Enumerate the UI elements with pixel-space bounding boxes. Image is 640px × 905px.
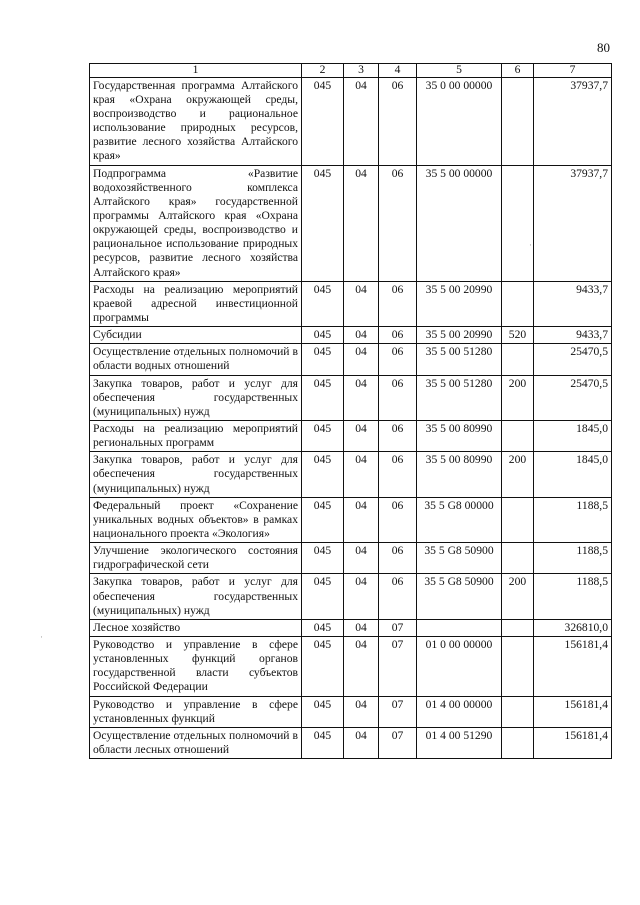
table-row [90, 543, 612, 574]
row-code-subsection: 06 [379, 281, 417, 326]
row-code-admin: 045 [302, 344, 344, 375]
row-code-subsection: 06 [379, 327, 417, 344]
row-amount: 156181,4 [534, 727, 612, 758]
row-code-subsection: 06 [379, 420, 417, 451]
row-code-section: 04 [344, 327, 379, 344]
table-row [90, 452, 612, 497]
column-header: 7 [534, 64, 612, 78]
row-name: Расходы на реализацию мероприятий региональных программ [90, 420, 302, 451]
row-code-section: 04 [344, 375, 379, 420]
row-amount: 9433,7 [534, 281, 612, 326]
row-name: Расходы на реализацию мероприятий краевой адресной инвестиционной программы [90, 281, 302, 326]
row-name: Осуществление отдельных полномочий в области водных отношений [90, 344, 302, 375]
row-code-section: 04 [344, 696, 379, 727]
table-row [90, 420, 612, 451]
row-code-admin: 045 [302, 452, 344, 497]
row-amount: 9433,7 [534, 327, 612, 344]
row-code-target: 35 5 00 80990 [417, 452, 502, 497]
row-code-target: 35 5 00 20990 [417, 281, 502, 326]
row-code-expense [502, 497, 534, 542]
row-code-section: 04 [344, 452, 379, 497]
row-code-admin: 045 [302, 420, 344, 451]
row-code-section: 04 [344, 165, 379, 281]
row-code-admin: 045 [302, 574, 344, 619]
row-code-admin: 045 [302, 696, 344, 727]
row-code-expense [502, 619, 534, 636]
row-code-subsection: 06 [379, 165, 417, 281]
row-code-subsection: 06 [379, 77, 417, 165]
table-row [90, 727, 612, 758]
row-code-admin: 045 [302, 497, 344, 542]
table-row [90, 77, 612, 165]
row-code-expense [502, 727, 534, 758]
row-code-target: 35 5 G8 00000 [417, 497, 502, 542]
row-code-subsection: 06 [379, 497, 417, 542]
row-name: Руководство и управление в сфере установленных функций [90, 696, 302, 727]
row-amount: 1188,5 [534, 497, 612, 542]
column-header: 4 [379, 64, 417, 78]
row-amount: 326810,0 [534, 619, 612, 636]
row-code-expense: 200 [502, 375, 534, 420]
row-code-admin: 045 [302, 165, 344, 281]
row-code-subsection: 06 [379, 452, 417, 497]
row-code-expense [502, 281, 534, 326]
row-code-subsection: 06 [379, 574, 417, 619]
row-code-admin: 045 [302, 327, 344, 344]
row-code-subsection: 07 [379, 696, 417, 727]
row-code-expense [502, 636, 534, 696]
row-code-target: 35 5 G8 50900 [417, 543, 502, 574]
row-amount: 25470,5 [534, 375, 612, 420]
row-code-expense [502, 344, 534, 375]
row-name: Государственная программа Алтайского края «Охрана окружающей среды, воспроизводство и рациональное использование природных ресурсов, развитие лесного хозяйства Алтайского края» [90, 77, 302, 165]
row-code-expense [502, 543, 534, 574]
row-code-target: 01 0 00 00000 [417, 636, 502, 696]
row-code-admin: 045 [302, 543, 344, 574]
row-name: Федеральный проект «Сохранение уникальных водных объектов» в рамках национального проекта «Экология» [90, 497, 302, 542]
column-header: 1 [90, 64, 302, 78]
row-code-expense: 520 [502, 327, 534, 344]
column-header: 2 [302, 64, 344, 78]
row-code-section: 04 [344, 281, 379, 326]
row-code-admin: 045 [302, 77, 344, 165]
page-number: 80 [597, 40, 610, 55]
header-row [90, 64, 612, 78]
scan-mark: · [40, 632, 43, 642]
row-code-section: 04 [344, 420, 379, 451]
row-amount: 37937,7 [534, 165, 612, 281]
row-amount: 25470,5 [534, 344, 612, 375]
table-row [90, 327, 612, 344]
table-body [90, 77, 612, 758]
row-code-section: 04 [344, 344, 379, 375]
table-row [90, 375, 612, 420]
row-code-section: 04 [344, 543, 379, 574]
row-code-target: 35 5 00 51280 [417, 375, 502, 420]
row-code-target: 35 5 G8 50900 [417, 574, 502, 619]
row-name: Руководство и управление в сфере установленных функций органов государственной власти субъектов Российской Федерации [90, 636, 302, 696]
row-name: Субсидии [90, 327, 302, 344]
row-code-subsection: 06 [379, 344, 417, 375]
row-code-section: 04 [344, 619, 379, 636]
row-amount: 156181,4 [534, 696, 612, 727]
row-name: Закупка товаров, работ и услуг для обеспечения государственных (муниципальных) нужд [90, 375, 302, 420]
row-code-subsection: 07 [379, 727, 417, 758]
table-row [90, 497, 612, 542]
row-amount: 1188,5 [534, 574, 612, 619]
row-code-target: 35 0 00 00000 [417, 77, 502, 165]
row-code-expense [502, 696, 534, 727]
row-amount: 1845,0 [534, 420, 612, 451]
row-code-section: 04 [344, 636, 379, 696]
table-row [90, 165, 612, 281]
row-code-expense: 200 [502, 574, 534, 619]
table-row [90, 619, 612, 636]
row-code-subsection: 06 [379, 375, 417, 420]
row-name: Улучшение экологического состояния гидрографической сети [90, 543, 302, 574]
row-code-target: 01 4 00 00000 [417, 696, 502, 727]
row-name: Осуществление отдельных полномочий в области лесных отношений [90, 727, 302, 758]
row-code-target [417, 619, 502, 636]
table-row [90, 696, 612, 727]
row-code-expense [502, 77, 534, 165]
row-code-target: 35 5 00 51280 [417, 344, 502, 375]
table-row [90, 574, 612, 619]
row-code-admin: 045 [302, 727, 344, 758]
row-name: Закупка товаров, работ и услуг для обеспечения государственных (муниципальных) нужд [90, 452, 302, 497]
column-header: 3 [344, 64, 379, 78]
row-code-admin: 045 [302, 281, 344, 326]
row-code-expense [502, 420, 534, 451]
table-row [90, 344, 612, 375]
row-name: Лесное хозяйство [90, 619, 302, 636]
row-name: Закупка товаров, работ и услуг для обеспечения государственных (муниципальных) нужд [90, 574, 302, 619]
table-row [90, 281, 612, 326]
budget-table [89, 63, 612, 759]
row-code-target: 01 4 00 51290 [417, 727, 502, 758]
row-amount: 1188,5 [534, 543, 612, 574]
row-code-section: 04 [344, 727, 379, 758]
row-code-subsection: 06 [379, 543, 417, 574]
column-header: 6 [502, 64, 534, 78]
row-name: Подпрограмма «Развитие водохозяйственного комплекса Алтайского края» государственной программы Алтайского края «Охрана окружающей среды, воспроизводство и рациональное использование природных ресурсов, развитие лесного хозяйства Алтайского края» [90, 165, 302, 281]
row-code-section: 04 [344, 574, 379, 619]
row-code-target: 35 5 00 80990 [417, 420, 502, 451]
scan-mark: · [529, 240, 532, 250]
row-code-expense: 200 [502, 452, 534, 497]
row-amount: 1845,0 [534, 452, 612, 497]
row-code-subsection: 07 [379, 619, 417, 636]
row-code-target: 35 5 00 20990 [417, 327, 502, 344]
row-code-target: 35 5 00 00000 [417, 165, 502, 281]
row-code-subsection: 07 [379, 636, 417, 696]
row-code-section: 04 [344, 77, 379, 165]
row-code-admin: 045 [302, 619, 344, 636]
row-code-admin: 045 [302, 636, 344, 696]
row-code-expense [502, 165, 534, 281]
row-code-admin: 045 [302, 375, 344, 420]
row-amount: 37937,7 [534, 77, 612, 165]
row-code-section: 04 [344, 497, 379, 542]
row-amount: 156181,4 [534, 636, 612, 696]
table-row [90, 636, 612, 696]
column-header: 5 [417, 64, 502, 78]
